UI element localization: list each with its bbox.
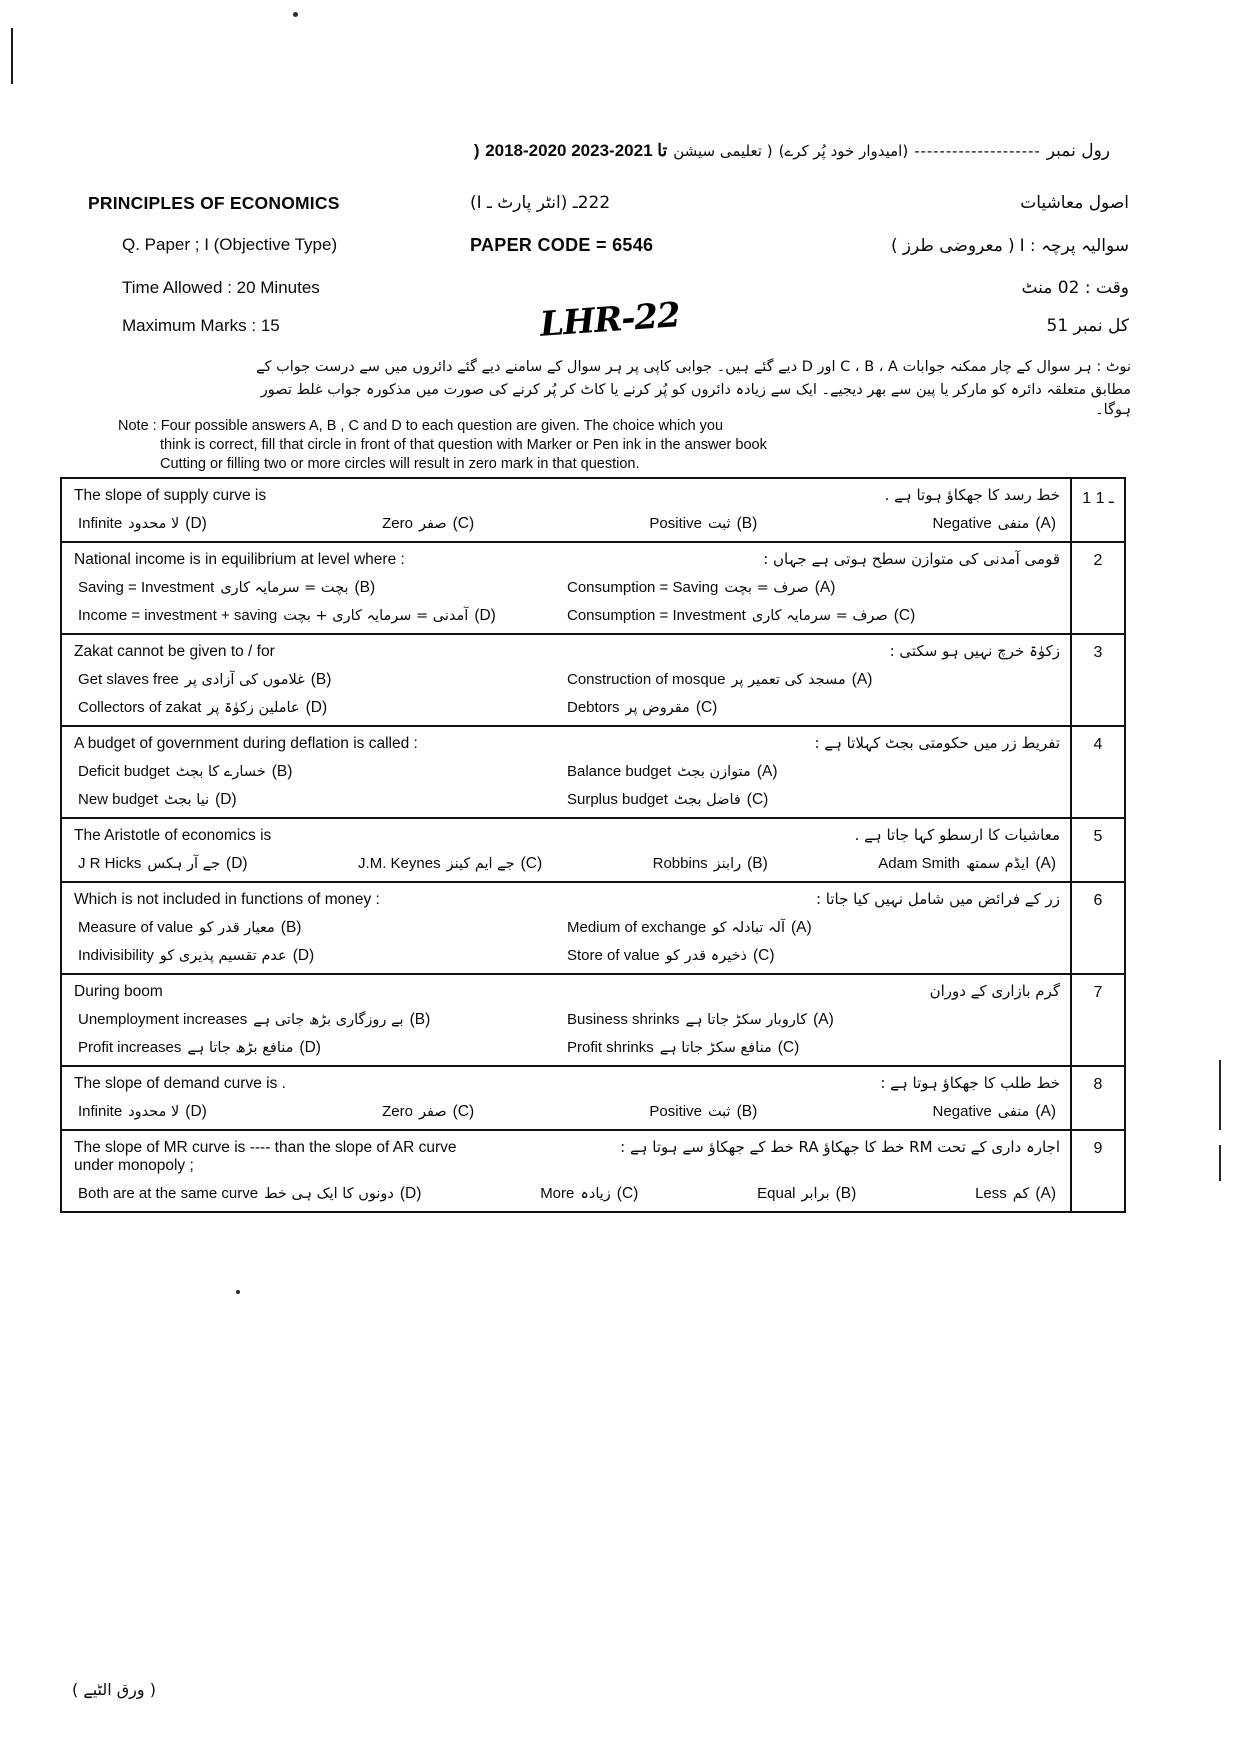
option-a[interactable] [567,763,1056,781]
question-stem-en: A budget of government during deflation is called : [74,735,418,752]
question-stem-ur: خط رسد کا جھکاؤ ہوتا ہے . [884,486,1060,504]
question-row [62,479,1124,543]
option-text-ur: عاملین زکوٰۃ پر [207,700,300,716]
option-label: (C) [753,947,775,964]
option-d[interactable] [78,515,207,533]
question-body [62,479,1070,541]
option-inner [78,919,301,937]
question-number: 9 [1070,1131,1124,1211]
option-inner [78,579,375,597]
turn-over-note: ( ورق الٹیے ) [72,1680,156,1699]
option-label: (C) [616,1185,639,1202]
option-text-ur: بچت = سرمایہ کاری [220,580,349,596]
option-inner [382,515,474,533]
option-text-ur: رابنز [713,856,742,872]
option-text-en: New budget [78,791,159,808]
note-english-line-3: Cutting or filling two or more circles will result in zero mark in that question. [160,456,640,472]
question-row [62,635,1124,727]
option-text-en: Measure of value [78,919,194,936]
option-label: (B) [736,515,758,532]
option-text-ur: جے آر ہکس [147,856,221,872]
option-d[interactable] [78,855,248,873]
option-text-en: Adam Smith [878,855,960,872]
option-inner [649,515,757,533]
option-label: (B) [280,919,302,936]
option-text-en: Store of value [567,947,660,964]
option-label: (C) [695,699,718,716]
question-stem [74,1138,1060,1175]
option-text-en: Saving = Investment [78,579,215,596]
question-row [62,1067,1124,1131]
option-text-en: Get slaves free [78,671,179,688]
question-stem-en-line2: under monopoly ; [74,1157,194,1174]
option-inner [382,1103,474,1121]
question-row [62,819,1124,883]
option-text-en: Negative [932,515,992,532]
option-a[interactable] [567,579,1056,597]
option-c[interactable] [567,947,1056,965]
option-label: (A) [851,671,873,688]
option-row [74,699,1060,717]
question-stem-ur: گرم بازاری کے دوران [929,982,1060,1000]
option-inner [78,515,207,533]
option-inner [757,1185,856,1203]
question-number: 3 [1070,635,1124,725]
option-inner [567,947,775,965]
question-number: 2 [1070,543,1124,633]
option-inner [567,607,915,625]
option-text-ur: متوازن بجٹ [677,764,751,780]
option-c[interactable] [358,855,542,873]
scan-speck [236,1290,240,1294]
question-stem-ur: خط طلب کا جھکاؤ ہوتا ہے : [880,1074,1060,1092]
option-text-en: Consumption = Saving [567,579,719,596]
roll-number-label: رول نمبر [1046,141,1110,161]
option-text-ur: غلاموں کی آزادی پر [184,672,305,688]
option-inner [78,791,237,809]
option-text-en: Indivisibility [78,947,154,964]
option-inner [78,763,292,781]
option-text-ur: صرف = سرمایہ کاری [751,608,888,624]
option-text-ur: صفر [418,1104,447,1120]
option-text-ur: برابر [801,1186,830,1202]
option-d[interactable] [78,791,567,809]
subject-title-en: PRINCIPLES OF ECONOMICS [88,193,340,213]
session-years: 2018-2020 تا 2021-2023 [485,141,668,160]
paper-code: PAPER CODE = 6546 [470,235,654,255]
option-inner [78,671,331,689]
option-inner [933,515,1056,533]
option-label: (A) [1035,855,1056,872]
option-row [74,791,1060,809]
time-allowed-ur: وقت : 20 منٹ [1021,278,1129,298]
option-d[interactable] [78,947,567,965]
option-text-en: Profit shrinks [567,1039,654,1056]
option-row [74,579,1060,597]
option-label: (B) [747,855,768,872]
option-c[interactable] [567,699,1056,717]
option-d[interactable] [78,1185,421,1203]
option-text-ur: منفی [997,516,1030,532]
option-a[interactable] [567,919,1056,937]
option-d[interactable] [78,699,567,717]
option-text-en: Medium of exchange [567,919,707,936]
question-stem [74,734,1060,753]
option-inner [358,855,542,873]
option-label: (D) [185,1103,207,1120]
question-body [62,883,1070,973]
option-label: (B) [271,763,293,780]
handwritten-centre-stamp: LHR-22 [538,295,681,345]
option-a[interactable] [933,1103,1056,1121]
option-text-en: Deficit budget [78,763,170,780]
maximum-marks-en: Maximum Marks : 15 [122,316,280,335]
question-row [62,1131,1124,1211]
scan-edge-artifact [11,28,13,84]
option-inner [78,1103,207,1121]
question-body [62,1131,1070,1211]
question-number: 6 [1070,883,1124,973]
option-text-ur: مقروض پر [625,700,690,716]
option-row [74,919,1060,937]
session-paren-close: ) [473,141,480,160]
option-text-ur: خسارے کا بجٹ [175,764,266,780]
option-inner [975,1185,1056,1203]
subject-title-ur: اصول معاشیات [1020,193,1129,213]
question-stem-ur: اجارہ داری کے تحت MR خط کا جھکاؤ AR خط کے جھکاؤ سے ہوتا ہے : [620,1138,1060,1156]
option-inner [567,791,768,809]
question-row [62,883,1124,975]
option-inner [933,1103,1056,1121]
option-inner [78,607,496,625]
option-text-en: Construction of mosque [567,671,726,688]
option-a[interactable] [567,1011,1056,1029]
option-text-en: Robbins [652,855,708,872]
option-b[interactable] [78,919,567,937]
option-row [74,671,1060,689]
option-text-ur: منفی [997,1104,1030,1120]
question-stem [74,1074,1060,1093]
option-label: (D) [185,515,207,532]
option-text-ur: فاضل بجٹ [673,792,741,808]
option-label: (C) [893,607,916,624]
paper-serial: 222ـ (انٹر پارٹ ـ I) [470,193,611,213]
question-body [62,1067,1070,1129]
option-text-en: Negative [932,1103,992,1120]
option-d[interactable] [78,1103,207,1121]
option-label: (D) [399,1185,422,1202]
option-text-en: Income = investment + saving [78,607,278,624]
option-label: (C) [520,855,543,872]
question-body [62,819,1070,881]
option-text-en: Positive [649,1103,702,1120]
question-stem-en: During boom [74,983,163,1000]
note-english-line-2: think is correct, fill that circle in front of that question with Marker or Pen ink in the answer book [160,437,767,453]
option-text-ur: زیادہ [580,1186,611,1202]
option-inner [567,671,872,689]
question-stem [74,982,1060,1001]
option-inner [78,1039,321,1057]
option-c[interactable] [567,607,1056,625]
option-text-en: Debtors [567,699,620,716]
option-inner [878,855,1056,873]
question-body [62,635,1070,725]
scan-line-artifact [1219,1060,1221,1130]
option-row [74,763,1060,781]
option-text-en: Both are at the same curve [78,1185,259,1202]
option-c[interactable] [382,515,474,533]
option-c[interactable] [540,1185,638,1203]
option-text-en: Infinite [78,1103,123,1120]
question-stem-ur: زر کے فرائض میں شامل نہیں کیا جاتا : [815,890,1060,908]
question-stem-ur: زکوٰۃ خرچ نہیں ہو سکتی : [889,642,1060,660]
note-urdu-line-2: مطابق متعلقہ دائرہ کو مارکر یا پین سے بھر دیجیے۔ ایک سے زیادہ دائروں کو پُر کرنے یا کاٹ کر پُر کرنے کی صورت میں مذکورہ جواب غلط تصور ہوگا۔ [260,382,1131,418]
option-label: (A) [1035,1103,1056,1120]
option-b[interactable] [78,1011,567,1029]
question-stem-ur: معاشیات کا ارسطو کہا جاتا ہے . [854,826,1060,844]
option-b[interactable] [649,515,757,533]
option-text-en: Business shrinks [567,1011,680,1028]
option-label: (A) [756,763,778,780]
option-label: (B) [409,1011,431,1028]
option-label: (A) [1035,515,1056,532]
option-text-ur: منافع سکڑ جاتا ہے [659,1040,772,1056]
maximum-marks-ur: کل نمبر 15 [1046,316,1129,336]
question-body [62,543,1070,633]
option-text-ur: لا محدود [128,1104,180,1120]
option-row [74,607,1060,625]
option-c[interactable] [382,1103,474,1121]
option-text-ur: کم [1012,1186,1030,1202]
option-inner [567,919,812,937]
option-row [74,1103,1060,1121]
option-d[interactable] [78,607,567,625]
option-d[interactable] [78,1039,567,1057]
option-text-ur: ذخیرہ قدر کو [665,948,748,964]
option-text-en: J R Hicks [78,855,142,872]
option-row [74,1185,1060,1203]
option-text-en: Zero [382,1103,413,1120]
question-stem [74,486,1060,505]
option-label: (B) [835,1185,857,1202]
option-inner [78,855,248,873]
option-text-ur: آلہ تبادلہ کو [712,920,786,936]
roll-number-line [130,141,1110,161]
question-number: 1 ـ 1 [1070,479,1124,541]
option-row [74,855,1060,873]
option-row [74,515,1060,533]
option-label: (A) [791,919,812,936]
option-row [74,1011,1060,1029]
question-stem-en: Which is not included in functions of money : [74,891,380,908]
option-text-en: Less [975,1185,1007,1202]
option-inner [78,947,314,965]
option-text-en: Infinite [78,515,123,532]
question-stem [74,642,1060,661]
question-number: 8 [1070,1067,1124,1129]
option-text-ur: معیار قدر کو [199,920,275,936]
question-body [62,727,1070,817]
option-b[interactable] [757,1185,856,1203]
option-b[interactable] [78,671,567,689]
option-text-ur: عدم تقسیم پذیری کو [159,948,287,964]
question-row [62,975,1124,1067]
question-stem-en: The slope of supply curve is [74,487,267,504]
option-label: (C) [777,1039,800,1056]
option-row [74,947,1060,965]
option-text-ur: جے ایم کینز [446,856,515,872]
option-a[interactable] [878,855,1056,873]
option-b[interactable] [78,763,567,781]
option-text-ur: مسجد کی تعمیر پر [731,672,846,688]
question-number: 4 [1070,727,1124,817]
option-inner [540,1185,638,1203]
scan-speck [293,12,298,17]
option-text-ur: منافع بڑھ جاتا ہے [187,1040,294,1056]
option-text-en: Unemployment increases [78,1011,248,1028]
option-a[interactable] [567,671,1056,689]
question-stem [74,890,1060,909]
option-text-ur: لا محدود [128,516,180,532]
option-inner [78,699,327,717]
option-label: (D) [226,855,248,872]
time-allowed-en: Time Allowed : 20 Minutes [122,278,320,297]
option-inner [567,699,717,717]
question-stem-en: The slope of MR curve is ---- than the slope of AR curve under monopoly ; [74,1139,457,1174]
question-row [62,543,1124,635]
option-label: (B) [354,579,376,596]
note-english-line-1: Note : Four possible answers A, B , C and D to each question are given. The choice which you [118,418,724,434]
question-stem-ur: تفریط زر میں حکومتی بجٹ کہلاتا ہے : [814,734,1060,752]
option-text-en: Balance budget [567,763,672,780]
option-inner [567,1039,799,1057]
questions-table [60,477,1126,1213]
option-text-ur: صفر [418,516,447,532]
candidate-fill-note: (امیدوار خود پُر کرے) [778,142,909,160]
option-label: (B) [736,1103,758,1120]
option-label: (C) [746,791,769,808]
option-text-ur: کاروبار سکڑ جاتا ہے [685,1012,808,1028]
option-label: (A) [1035,1185,1056,1202]
question-stem-en: Zakat cannot be given to / for [74,643,275,660]
option-text-ur: بے روزگاری بڑھ جاتی ہے [253,1012,404,1028]
option-text-ur: دونوں کا ایک ہی خط [264,1186,394,1202]
option-inner [78,1185,421,1203]
option-text-ur: ثبت [707,1104,731,1120]
option-text-en: Equal [757,1185,796,1202]
option-label: (C) [452,1103,475,1120]
option-b[interactable] [649,1103,757,1121]
option-inner [567,579,835,597]
option-label: (B) [310,671,332,688]
option-text-ur: آمدنی = سرمایہ کاری + بچت [283,608,469,624]
option-text-en: Positive [649,515,702,532]
option-text-en: J.M. Keynes [358,855,441,872]
option-label: (A) [814,579,836,596]
scan-line-artifact [1219,1145,1221,1181]
question-number: 5 [1070,819,1124,881]
question-body [62,975,1070,1065]
option-text-en: Surplus budget [567,791,668,808]
option-inner [653,855,768,873]
option-row [74,1039,1060,1057]
option-text-ur: ثبت [707,516,731,532]
option-text-en: More [540,1185,575,1202]
option-label: (C) [452,515,475,532]
option-a[interactable] [975,1185,1056,1203]
option-inner [567,763,778,781]
option-text-en: Profit increases [78,1039,182,1056]
option-text-ur: صرف = بچت [724,580,809,596]
question-stem-ur: قومی آمدنی کی متوازن سطح ہوتی ہے جہاں : [763,550,1060,568]
option-label: (D) [305,699,328,716]
qpaper-type-ur: سوالیہ پرچہ : I ( معروضی طرز ) [890,236,1129,256]
option-text-ur: نیا بجٹ [164,792,210,808]
option-text-en: Collectors of zakat [78,699,202,716]
question-stem [74,826,1060,845]
question-stem-en: National income is in equilibrium at level where : [74,551,405,568]
option-label: (D) [474,607,496,624]
question-stem-en: The Aristotle of economics is [74,827,272,844]
qpaper-type-en: Q. Paper ; I (Objective Type) [122,235,338,254]
option-inner [649,1103,757,1121]
question-stem [74,550,1060,569]
option-inner [78,1011,430,1029]
option-b[interactable] [78,579,567,597]
option-b[interactable] [653,855,768,873]
option-text-en: Consumption = Investment [567,607,746,624]
option-c[interactable] [567,1039,1056,1057]
option-c[interactable] [567,791,1056,809]
option-inner [567,1011,834,1029]
option-text-ur: ایڈم سمتھ [965,856,1030,872]
question-row [62,727,1124,819]
option-label: (D) [215,791,237,808]
option-a[interactable] [933,515,1056,533]
option-label: (D) [299,1039,321,1056]
roll-number-blank[interactable]: -------------------- [914,143,1041,160]
option-label: (D) [292,947,315,964]
question-number: 7 [1070,975,1124,1065]
session-label: ( تعلیمی سیشن [673,142,773,160]
option-text-en: Zero [382,515,413,532]
question-stem-en: The slope of demand curve is . [74,1075,286,1092]
option-label: (A) [813,1011,834,1028]
note-urdu-line-1: نوٹ : ہر سوال کے چار ممکنہ جوابات A ، B ، C اور D دیے گئے ہیں۔ جوابی کاپی پر ہر سوال کے سامنے دیے گئے دائروں میں سے درست جواب کے [256,359,1131,375]
